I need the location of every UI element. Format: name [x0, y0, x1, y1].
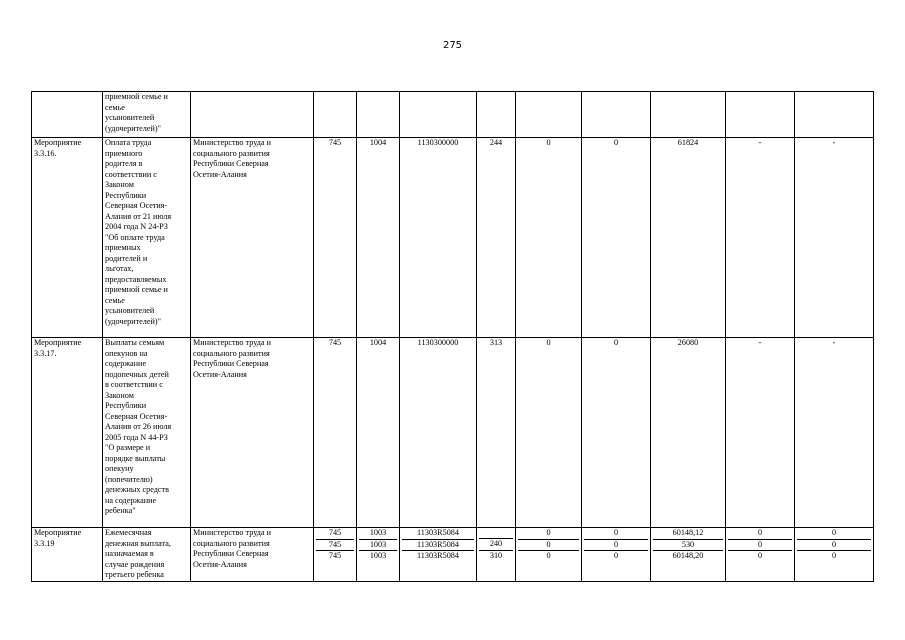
amount-col2-cell: [582, 528, 651, 582]
program-measures-table: [31, 91, 874, 582]
subline-amount-col4-cell: 0: [728, 528, 792, 539]
subline-amount-col3-cell: 60148,12: [653, 528, 723, 539]
amount-col5-cell: [795, 528, 874, 582]
grbs-cell: 745: [314, 138, 357, 338]
subline-amount-col3-cell: 530: [653, 539, 723, 551]
amount-col1-cell: 0: [516, 338, 582, 528]
executor-cell: Министерство труда и социального развития Республики Северная Осетия-Алания: [191, 338, 314, 528]
page-number: 275: [442, 40, 463, 51]
subline-section-subsection-cell: 1003: [359, 539, 397, 551]
subline-amount-col5-cell: 0: [797, 528, 871, 539]
subline-section-subsection-cell: 1003: [369, 551, 387, 560]
subline-expense-type-cell: 240: [479, 539, 513, 551]
subline-amount-col5-cell: 0: [797, 539, 871, 551]
section-subsection-cell: [357, 92, 400, 138]
amount-col1-cell: [516, 528, 582, 582]
section-subsection-cell: 1004: [357, 338, 400, 528]
measure-name-cell: приемной семье и семье усыновителей (удочерителей)": [103, 92, 191, 138]
measure-name-cell: Ежемесячная денежная выплата, назначаемая в случае рождения третьего ребенка: [103, 528, 191, 582]
amount-col3-cell: 61824: [651, 138, 726, 338]
subline-grbs-cell: 745: [328, 551, 342, 560]
amount-col2-cell: [582, 92, 651, 138]
subline-expense-type-cell: 310: [489, 550, 503, 560]
amount-col4-cell: -: [726, 338, 795, 528]
grbs-cell: [314, 528, 357, 582]
grbs-cell: 745: [314, 338, 357, 528]
subline-grbs-cell: 745: [316, 528, 354, 539]
section-subsection-cell: [357, 528, 400, 582]
amount-col2-cell: 0: [582, 338, 651, 528]
amount-col4-cell: [726, 528, 795, 582]
amount-col3-cell: [651, 92, 726, 138]
amount-col1-cell: 0: [516, 138, 582, 338]
subline-amount-col1-cell: 0: [518, 528, 579, 539]
section-subsection-cell: 1004: [357, 138, 400, 338]
measure-code-cell: [32, 92, 103, 138]
target-article-cell: 1130300000: [400, 338, 477, 528]
executor-cell: [191, 92, 314, 138]
subline-target-article-cell: 11303R5084: [416, 551, 459, 560]
table-row: [32, 138, 874, 338]
amount-col5-cell: [795, 92, 874, 138]
subline-amount-col2-cell: 0: [613, 551, 619, 560]
subline-amount-col4-cell: 0: [728, 539, 792, 551]
subline-grbs-cell: 745: [316, 539, 354, 551]
measure-code-cell: Мероприятие 3.3.17.: [32, 338, 103, 528]
amount-col5-cell: -: [795, 338, 874, 528]
amount-col2-cell: 0: [582, 138, 651, 338]
subline-amount-col2-cell: 0: [584, 539, 648, 551]
target-article-cell: [400, 92, 477, 138]
subline-section-subsection-cell: 1003: [359, 528, 397, 539]
table-row: [32, 92, 874, 138]
expense-type-cell: 313: [477, 338, 516, 528]
expense-type-cell: 244: [477, 138, 516, 338]
amount-col4-cell: [726, 92, 795, 138]
subline-amount-col1-cell: 0: [518, 539, 579, 551]
measure-code-cell: Мероприятие 3.3.19: [32, 528, 103, 582]
executor-cell: Министерство труда и социального развития Республики Северная Осетия-Алания: [191, 528, 314, 582]
expense-type-cell: [477, 92, 516, 138]
subline-amount-col3-cell: 60148,20: [672, 551, 704, 560]
amount-col4-cell: -: [726, 138, 795, 338]
measure-name-cell: Выплаты семьям опекунов на содержание подопечных детей в соответствии с Законом Республики Северная Осетия- Алания от 26 июля 2005 года N 44-РЗ "О размере и порядке выплаты опекуну (попечителю) денежных средств на содержание ребенка": [103, 338, 191, 528]
subline-amount-col1-cell: 0: [546, 551, 551, 560]
expense-type-cell: [477, 528, 516, 582]
subline-expense-type-cell: [479, 528, 513, 539]
subline-target-article-cell: 11303R5084: [402, 539, 474, 551]
subline-amount-col5-cell: 0: [831, 551, 837, 560]
executor-cell: Министерство труда и социального развития Республики Северная Осетия-Алания: [191, 138, 314, 338]
measure-code-cell: Мероприятие 3.3.16.: [32, 138, 103, 338]
amount-col3-cell: 26080: [651, 338, 726, 528]
amount-col1-cell: [516, 92, 582, 138]
target-article-cell: [400, 528, 477, 582]
grbs-cell: [314, 92, 357, 138]
subline-amount-col4-cell: 0: [757, 551, 763, 560]
measure-name-cell: Оплата труда приемного родителя в соответствии с Законом Республики Северная Осетия- Алания от 21 июля 2004 года N 24-РЗ "Об оплате труда приемных родителей и льготах, предоставляемых приемной семье и семье усыновителей (удочерителей)": [103, 138, 191, 338]
subline-target-article-cell: 11303R5084: [402, 528, 474, 539]
target-article-cell: 1130300000: [400, 138, 477, 338]
amount-col5-cell: -: [795, 138, 874, 338]
table-row: [32, 338, 874, 528]
amount-col3-cell: [651, 528, 726, 582]
subline-amount-col2-cell: 0: [584, 528, 648, 539]
table-row: [32, 528, 874, 582]
